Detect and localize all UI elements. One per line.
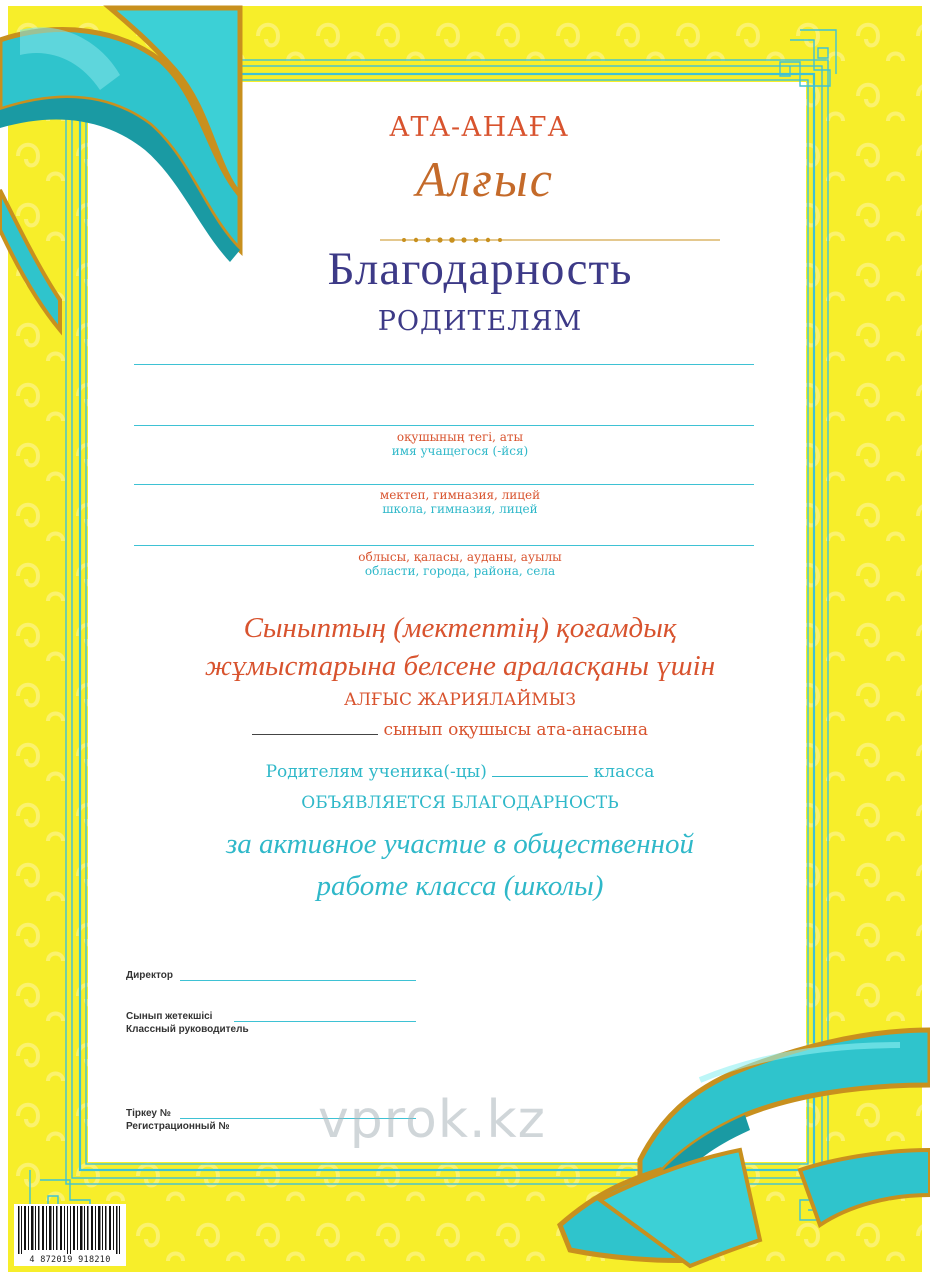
teacher-signature-line[interactable] [234,1021,416,1022]
ribbon-top-left [0,8,240,330]
teacher-label-kz: Сынып жетекшісі [126,1011,213,1022]
kz-text-line-3: АЛҒЫС ЖАРИЯЛАЙМЫЗ [343,690,577,710]
kz-text-line-4 [220,720,680,740]
ru-text-line-3: за активное участие в общественной [225,828,695,860]
fill-line-school[interactable] [134,484,754,485]
caption-region-ru: области, города, района, села [364,564,556,578]
watermark: vprok.kz [318,1090,546,1150]
ru-class-label: класса [593,762,655,782]
title-kz-ata-anaga: АТА-АНАҒА [389,112,569,143]
fill-line-region[interactable] [134,545,754,546]
caption-school [330,488,590,516]
caption-school-kz: мектеп, гимназия, лицей [379,488,541,502]
caption-student [330,430,590,458]
fill-line-student[interactable] [134,425,754,426]
caption-student-ru: имя учащегося (-йся) [391,444,529,458]
director-label: Директор [126,970,173,981]
barcode [14,1204,126,1266]
caption-region [330,550,590,578]
title-ru-roditelyam: РОДИТЕЛЯМ [377,306,583,337]
ru-text-line-4: работе класса (школы) [316,870,604,902]
teacher-label-ru: Классный руководитель [126,1024,249,1035]
title-ru-blagodarnost: Благодарность [327,243,633,295]
class-blank-kz[interactable] [252,734,378,735]
title-kz-algys: Алғыс [416,151,554,207]
kz-text-line-1: Сыныптың (мектептің) қоғамдық [243,612,677,644]
registration-label-ru: Регистрационный № [126,1121,230,1132]
caption-student-kz: оқушының тегі, аты [396,430,524,444]
fill-line-1[interactable] [134,364,754,365]
ru-text-line-1 [180,762,740,782]
barcode-number: 4 872019 918210 [29,1255,111,1265]
kz-text-line-2: жұмыстарына белсене араласқаны үшін [204,650,716,682]
ru-text-line-2: ОБЪЯВЛЯЕТСЯ БЛАГОДАРНОСТЬ [301,793,619,813]
kz-class-label: сынып оқушысы ата-анасына [383,720,648,740]
ru-parents-label: Родителям ученика(-цы) [265,762,487,782]
director-signature-line[interactable] [180,980,416,981]
ribbon-bottom-right [560,1030,930,1266]
caption-region-kz: облысы, қаласы, ауданы, ауылы [358,550,562,564]
barcode-bars [14,1206,126,1256]
caption-school-ru: школа, гимназия, лицей [382,502,538,516]
class-blank-ru[interactable] [492,776,588,777]
registration-label-kz: Тіркеу № [126,1108,171,1119]
